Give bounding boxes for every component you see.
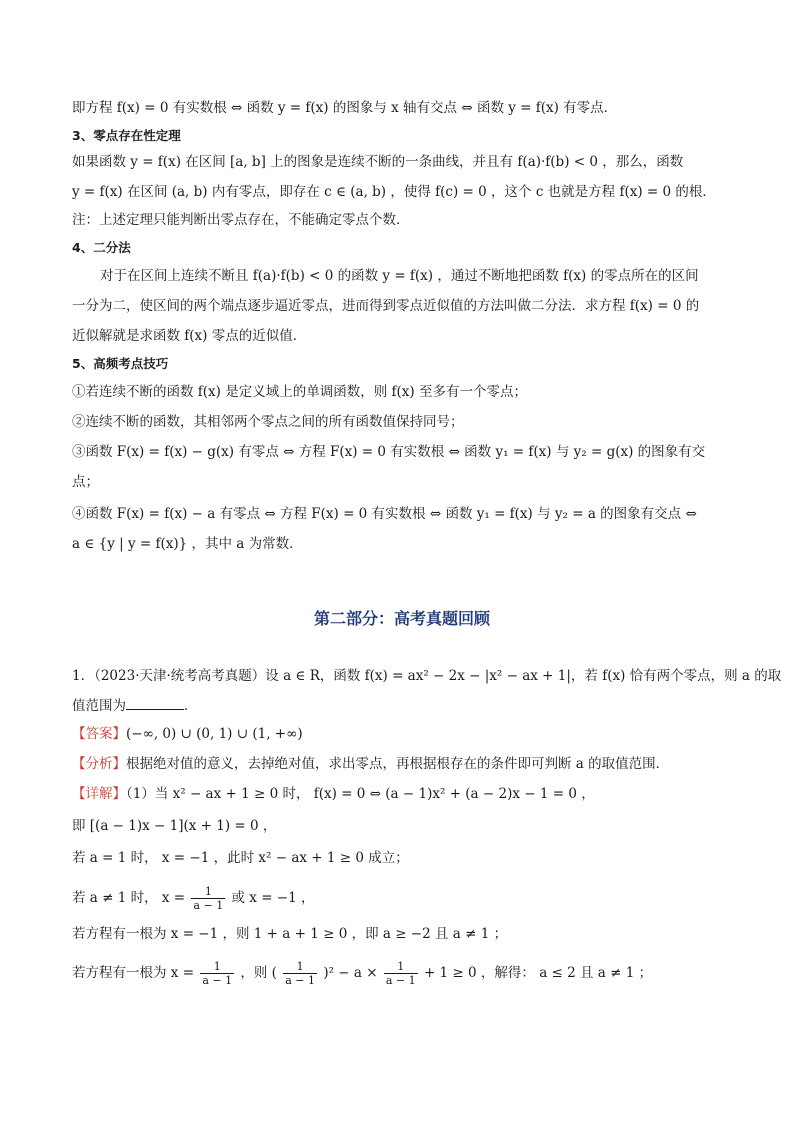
detail-text: 若方程有一根为 x = (72, 965, 195, 981)
fraction (384, 960, 418, 987)
section-heading-4: 4、二分法 (72, 240, 131, 255)
text-line: 一分为二，使区间的两个端点逐步逼近零点，进而得到零点近似值的方法叫做二分法．求方程 f(x) = 0 的 (72, 298, 700, 314)
text-line: 如果函数 y = f(x) 在区间 [a, b] 上的图象是连续不断的一条曲线，并且有 f(a)·f(b) < 0 ，那么，函数 (72, 154, 684, 170)
fraction (200, 960, 234, 987)
section-heading-3: 3、零点存在性定理 (72, 128, 181, 143)
analysis-line (72, 754, 669, 774)
text-line: 近似解就是求函数 f(x) 零点的近似值． (72, 328, 307, 344)
fraction-denominator: a − 1 (285, 974, 316, 987)
fraction-denominator: a − 1 (385, 974, 416, 987)
text-line: a ∈ {y | y = f(x)} ，其中 a 为常数． (72, 536, 303, 552)
fraction-numerator: 1 (200, 960, 234, 974)
detail-text: ，则 ( (240, 965, 277, 981)
detail-text: )² − a × (323, 965, 378, 981)
answer-tag: 【答案】 (72, 726, 126, 742)
problem-line (72, 696, 198, 716)
detail-tag: 【详解】 (72, 786, 126, 802)
detail-line: 若方程有一根为 x = −1 ，则 1 + a + 1 ≥ 0 ，即 a ≥ −2 且 a ≠ 1 ； (72, 926, 508, 942)
fraction-numerator: 1 (191, 885, 225, 899)
detail-line (72, 784, 595, 804)
text-line: y = f(x) 在区间 (a, b) 内有零点，即存在 c ∈ (a, b) ，使得 f(c) = 0 ，这个 c 也就是方程 f(x) = 0 的根． (72, 184, 716, 200)
fraction (191, 885, 225, 912)
text-line: 即方程 f(x) = 0 有实数根 ⇔ 函数 y = f(x) 的图象与 x 轴有交点 ⇔ 函数 y = f(x) 有零点． (72, 100, 618, 116)
problem-line: 1．（2023·天津·统考高考真题）设 a ∈ R，函数 f(x) = ax² − 2x − |x² − ax + 1|，若 f(x) 恰有两个零点，则 a 的取 (72, 668, 782, 684)
section-title: 第二部分：高考真题回顾 (313, 609, 490, 628)
text-line: 对于在区间上连续不断且 f(a)·f(b) < 0 的函数 y = f(x) ，通过不断地把函数 f(x) 的零点所在的区间 (100, 268, 699, 284)
detail-line (72, 882, 315, 914)
text-line: ④函数 F(x) = f(x) − a 有零点 ⇔ 方程 F(x) = 0 有实数根 ⇔ 函数 y₁ = f(x) 与 y₂ = a 的图象有交点 ⇔ (72, 506, 697, 522)
answer-value: (−∞, 0) ∪ (0, 1) ∪ (1, +∞) (126, 726, 303, 742)
detail-text: + 1 ≥ 0 ，解得： a ≤ 2 且 a ≠ 1 ； (423, 965, 653, 981)
fraction-denominator: a − 1 (202, 974, 233, 987)
analysis-text: 根据绝对值的意义，去掉绝对值，求出零点，再根据根存在的条件即可判断 a 的取值范围． (126, 756, 670, 772)
text-line: ①若连续不断的函数 f(x) 是定义域上的单调函数，则 f(x) 至多有一个零点； (72, 384, 527, 400)
detail-text: 若 a ≠ 1 时， x = (72, 890, 186, 906)
fraction-numerator: 1 (384, 960, 418, 974)
section-heading-5: 5、高频考点技巧 (72, 356, 169, 371)
text-line: ②连续不断的函数，其相邻两个零点之间的所有函数值保持同号； (72, 414, 464, 430)
text-line: 注：上述定理只能判断出零点存在，不能确定零点个数． (72, 212, 410, 228)
analysis-tag: 【分析】 (72, 756, 126, 772)
detail-text: （1）当 x² − ax + 1 ≥ 0 时， f(x) = 0 ⇔ (a − 1)x² + (a − 2)x − 1 = 0 ， (126, 786, 595, 802)
detail-text: 或 x = −1 ， (231, 890, 315, 906)
text-line: 点； (72, 474, 99, 490)
fraction-numerator: 1 (283, 960, 317, 974)
fraction (283, 960, 317, 987)
detail-line: 若 a = 1 时， x = −1 ，此时 x² − ax + 1 ≥ 0 成立； (72, 850, 409, 866)
detail-line: 即 [(a − 1)x − 1](x + 1) = 0 ， (72, 818, 277, 834)
answer-line (72, 724, 303, 744)
text-line: ③函数 F(x) = f(x) − g(x) 有零点 ⇔ 方程 F(x) = 0 有实数根 ⇔ 函数 y₁ = f(x) 与 y₂ = g(x) 的图象有交 (72, 444, 706, 460)
fraction-denominator: a − 1 (193, 899, 224, 912)
answer-blank (126, 697, 184, 710)
problem-text: 值范围为 (72, 698, 126, 714)
problem-text: ． (184, 698, 198, 714)
detail-line (72, 956, 652, 990)
